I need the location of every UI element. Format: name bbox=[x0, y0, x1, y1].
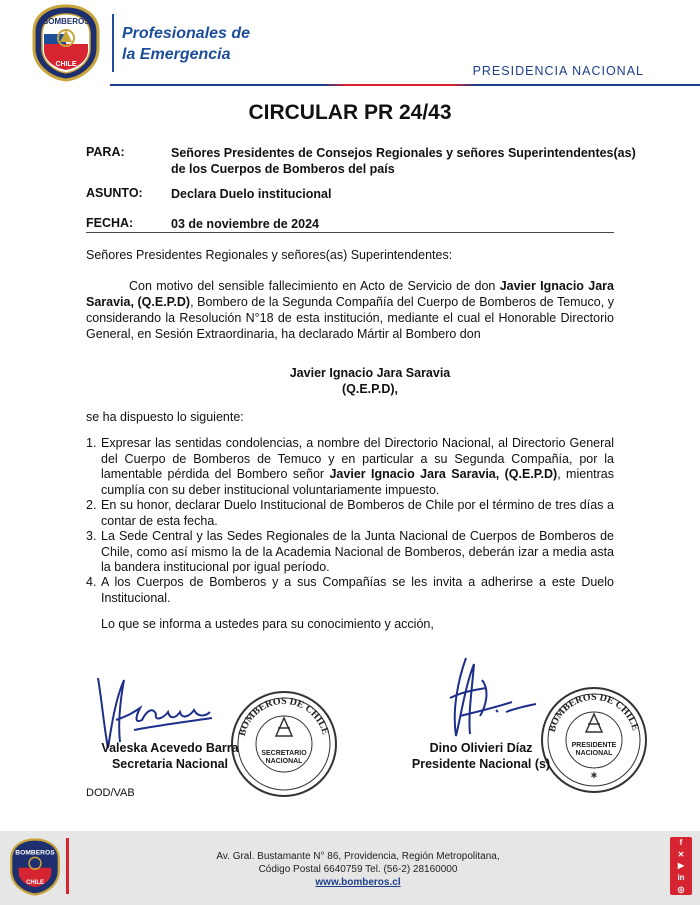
left-stamp-arc: BOMBEROS DE CHILE bbox=[236, 695, 331, 738]
main-paragraph-a: Con motivo del sensible fallecimiento en Acto de Servicio de don bbox=[129, 279, 500, 293]
left-signatory-role: Secretaria Nacional bbox=[111, 757, 229, 771]
logo-text: BOMBEROS bbox=[42, 17, 90, 26]
main-paragraph-b: , Bombero de la Segunda Compañía del Cuerpo de Bomberos de Temuco, y considerando la Resolución N°18 de esta institución, mediante el cual el Honorable Directorio General, en Sesión Extraordinaria, ha declarado Mártir al Bombero don bbox=[86, 295, 614, 341]
fecha-value: 03 de noviembre de 2024 bbox=[171, 217, 319, 231]
list-intro: se ha dispuesto lo siguiente: bbox=[86, 410, 244, 424]
office-name: PRESIDENCIA NACIONAL bbox=[472, 64, 644, 78]
bomberos-logo bbox=[30, 4, 102, 82]
main-paragraph bbox=[86, 278, 614, 342]
item-4-number: 4. bbox=[86, 575, 97, 589]
asunto-label: ASUNTO: bbox=[86, 186, 143, 200]
main-paragraph-name: Javier Ignacio Jara Saravia, (Q.E.P.D) bbox=[86, 279, 614, 309]
item-4-text: A los Cuerpos de Bomberos y a sus Compañías se les invita a adherirse a este Duelo Institucional. bbox=[101, 575, 614, 605]
footer-phone: Código Postal 6640759 Tel. (56-2) 28160000 bbox=[258, 864, 458, 875]
left-signatory-name: Valeska Acevedo Barra bbox=[101, 741, 239, 755]
social-icons bbox=[670, 837, 692, 895]
meta-divider bbox=[86, 232, 614, 233]
right-signatory-name: Dino Olivieri Díaz bbox=[429, 741, 533, 755]
header-rule bbox=[110, 84, 700, 86]
para-value bbox=[171, 145, 636, 177]
right-stamp-role: PRESIDENTE NACIONAL bbox=[571, 742, 617, 757]
honoree-qepd: (Q.E.P.D), bbox=[341, 382, 399, 396]
honoree-block bbox=[0, 365, 700, 397]
brand-line-2: la Emergencia bbox=[122, 46, 231, 63]
fecha-label: FECHA: bbox=[86, 216, 134, 230]
linkedin-icon[interactable]: in bbox=[677, 873, 685, 883]
logo-country: CHILE bbox=[55, 61, 77, 68]
right-signatory bbox=[386, 740, 576, 772]
right-signatory-role: Presidente Nacional (s) bbox=[411, 757, 551, 771]
honoree-name: Javier Ignacio Jara Saravia bbox=[289, 366, 451, 380]
left-signatory bbox=[70, 740, 270, 772]
item-2-text: En su honor, declarar Duelo Institucional de Bomberos de Chile por el término de tres días a contar de esta fecha. bbox=[101, 498, 614, 528]
para-line-1: Señores Presidentes de Consejos Regionales y señores Superintendentes(as) bbox=[171, 146, 636, 160]
closing-line: Lo que se informa a ustedes para su conocimiento y acción, bbox=[101, 617, 434, 631]
document-title: CIRCULAR PR 24/43 bbox=[248, 101, 452, 124]
header-divider bbox=[112, 14, 114, 72]
item-2-number: 2. bbox=[86, 498, 97, 512]
footer-contact bbox=[168, 850, 548, 889]
para-line-2: de los Cuerpos de Bomberos del país bbox=[171, 162, 395, 176]
item-3-text: La Sede Central y las Sedes Regionales de la Junta Nacional de Cuerpos de Bomberos de Chile, como así mismo la de la Academia Nacional de Bomberos, deberán izar a media asta la bandera institucional por igual período. bbox=[101, 529, 614, 574]
brand-line-1: Profesionales de bbox=[122, 25, 251, 42]
footer-address: Av. Gral. Bustamante N° 86, Providencia, Región Metropolitana, bbox=[216, 851, 500, 862]
para-label: PARA: bbox=[86, 145, 125, 159]
footer-accent bbox=[66, 838, 69, 894]
facebook-icon[interactable]: f bbox=[679, 838, 683, 848]
brand-tagline bbox=[122, 23, 250, 65]
right-stamp-arc: BOMBEROS DE CHILE bbox=[546, 691, 641, 734]
right-signature bbox=[436, 650, 546, 740]
footer-logo-text: BOMBEROS bbox=[15, 849, 55, 857]
item-1-text-a: Expresar las sentidas condolencias, a nombre del Directorio Nacional, al Directorio General del Cuerpo de Bomberos de Temuco y en particular a su Segunda Compañía, por la lamentable pérdida del Bombero señor bbox=[101, 436, 614, 481]
footer-website-link[interactable]: www.bomberos.cl bbox=[315, 877, 401, 888]
asunto-value: Declara Duelo institucional bbox=[171, 187, 332, 201]
item-1-text bbox=[101, 436, 614, 498]
youtube-icon[interactable]: ▶ bbox=[677, 861, 685, 871]
greeting: Señores Presidentes Regionales y señores(as) Superintendentes: bbox=[86, 248, 453, 262]
item-3-number: 3. bbox=[86, 529, 97, 543]
left-stamp-role: SECRETARIO NACIONAL bbox=[261, 750, 307, 765]
twitter-icon[interactable]: ✕ bbox=[677, 849, 685, 859]
reference-initials: DOD/VAB bbox=[86, 787, 135, 799]
footer-logo bbox=[8, 838, 62, 896]
item-1-number: 1. bbox=[86, 436, 97, 450]
footer-logo-country: CHILE bbox=[26, 880, 44, 887]
item-1-text-bold: Javier Ignacio Jara Saravia, (Q.E.P.D) bbox=[329, 467, 558, 481]
svg-text:✱: ✱ bbox=[590, 771, 598, 780]
instagram-icon[interactable]: ◎ bbox=[677, 884, 685, 894]
item-1-text-b: , mientras cumplía con su deber institucional voluntariamente impuesto. bbox=[101, 467, 614, 497]
